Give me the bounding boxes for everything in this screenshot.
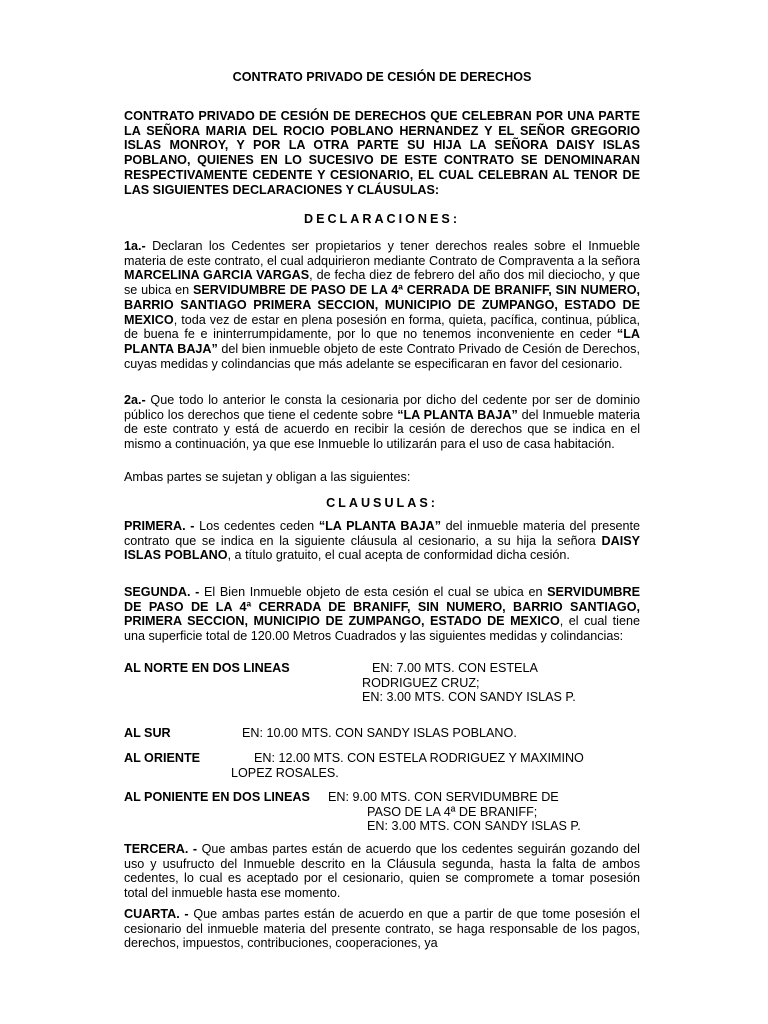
document-title: CONTRATO PRIVADO DE CESIÓN DE DERECHOS	[232, 70, 532, 84]
clausula-cuarta: CUARTA. - Que ambas partes están de acuerdo en que a partir de que tome posesión el cesionario del inmueble materia del presente contrato, se haga responsable de los pagos, derechos, impuestos, contribuciones, cooperaciones, ya	[124, 907, 640, 951]
clausula-cuarta-label: CUARTA. -	[124, 907, 189, 921]
declaracion-2-number: 2a.-	[124, 393, 146, 407]
colindancia-sur-label: AL SUR	[124, 726, 171, 740]
property-address: SERVIDUMBRE DE PASO DE LA 4ª CERRADA DE BRANIFF, SIN NUMERO, BARRIO SANTIAGO PRIMERA SECCION, MUNICIPIO DE ZUMPANGO, ESTADO DE MEXICO	[124, 283, 640, 327]
clausulas-heading: CLAUSULAS:	[326, 496, 438, 510]
clausula-tercera: TERCERA. - Que ambas partes están de acuerdo que los cedentes seguirán gozando del uso y usufructo del Inmueble descrito en la Cláusula segunda, hasta la falta de ambos cedentes, lo cual es aceptado por el cesionario, quien se compromete a tomar posesión total del inmueble hasta ese momento.	[124, 842, 640, 901]
cesionario-name: DAISY ISLAS POBLANO	[124, 533, 640, 563]
clausula-tercera-label: TERCERA. -	[124, 842, 198, 856]
declaracion-1: 1a.- Declaran los Cedentes ser propietarios y tener derechos reales sobre el Inmueble materia de este contrato, el cual adquirieron mediante Contrato de Compraventa a la señora MARCELINA GARCIA VARGAS, de fecha diez de febrero del año dos mil dieciocho, y que se ubica en SERVIDUMBRE DE PASO DE LA 4ª CERRADA DE BRANIFF, SIN NUMERO, BARRIO SANTIAGO PRIMERA SECCION, MUNICIPIO DE ZUMPANGO, ESTADO DE MEXICO, toda vez de estar en plena posesión en forma, quieta, pacífica, continua, pública, de buena fe e ininterrumpidamente, por lo que no tenemos inconveniente en ceder “LA PLANTA BAJA” del bien inmueble objeto de este Contrato Privado de Cesión de Derechos, cuyas medidas y colindancias que más adelante se especificaran en favor del cesionario.	[124, 239, 640, 371]
clausula-segunda-label: SEGUNDA. -	[124, 585, 200, 599]
colindancia-norte-label: AL NORTE EN DOS LINEAS	[124, 661, 290, 675]
declaracion-1-number: 1a.-	[124, 239, 146, 253]
clausula-primera-label: PRIMERA. -	[124, 519, 195, 533]
document-page: CONTRATO PRIVADO DE CESIÓN DE DERECHOS CONTRATO PRIVADO DE CESIÓN DE DERECHOS QUE CELEBRAN POR UNA PARTE LA SEÑORA MARIA DEL ROCIO POBLANO HERNANDEZ Y EL SEÑOR GREGORIO ISLAS MONROY, Y POR LA OTRA PARTE SU HIJA LA SEÑORA DAISY ISLAS POBLANO, QUIENES EN LO SUCESIVO DE ESTE CONTRATO SE DENOMINARAN RESPECTIVAMENTE CEDENTE Y CESIONARIO, EL CUAL CELEBRAN AL TENOR DE LAS SIGUIENTES DECLARACIONES Y CLÁUSULAS: DECLARACIONES: 1a.- Declaran los Cedentes ser propietarios y tener derechos reales sobre el Inmueble materia de este contrato, el cual adquirieron mediante Contrato de Compraventa a la señora MARCELINA GARCIA VARGAS, de fecha diez de febrero del año dos mil dieciocho, y que se ubica en SERVIDUMBRE DE PASO DE LA 4ª CERRADA DE BRANIFF, SIN NUMERO, BARRIO SANTIAGO PRIMERA SECCION, MUNICIPIO DE ZUMPANGO, ESTADO DE MEXICO, toda vez de estar en plena posesión en forma, quieta, pacífica, continua, pública, de buena fe e ininterrumpidamente, por lo que no tenemos inconveniente en ceder “LA PLANTA BAJA” del bien inmueble objeto de este Contrato Privado de Cesión de Derechos, cuyas medidas y colindancias que más adelante se especificaran en favor del cesionario. 2a.- Que todo lo anterior le consta la cesionaria por dicho del cedente por ser de dominio público los derechos que tiene el cedente sobre “LA PLANTA BAJA” del Inmueble materia de este contrato y está de acuerdo en recibir la cesión de derechos que se indica en el mismo a continuación, ya que ese Inmueble lo utilizarán para el uso de casa habitación. Ambas partes se sujetan y obligan a las siguientes: CLAUSULAS: PRIMERA. - Los cedentes ceden “LA PLANTA BAJA” del inmueble materia del presente contrato que se indica en la siguiente cláusula al cesionario, a su hija la señora DAISY ISLAS POBLANO, a título gratuito, el cual acepta de conformidad dicha cesión. SEGUNDA. - El Bien Inmueble objeto de esta cesión el cual se ubica en SERVIDUMBRE DE PASO DE LA 4ª CERRADA DE BRANIFF, SIN NUMERO, BARRIO SANTIAGO, PRIMERA SECCION, MUNICIPIO DE ZUMPANGO, ESTADO DE MEXICO, el cual tiene una superficie total de 120.00 Metros Cuadrados y las siguientes medidas y colindancias: AL NORTE EN DOS LINEAS EN: 7.00 MTS. CON ESTELA RODRIGUEZ CRUZ; EN: 3.00 MTS. CON SANDY ISLAS P. AL SUR EN: 10.00 MTS. CON SANDY ISLAS POBLANO. AL ORIENTE EN: 12.00 MTS. CON ESTELA RODRIGUEZ Y MAXIMINO LOPEZ ROSALES. AL PONIENTE EN DOS LINEAS EN: 9.00 MTS. CON SERVIDUMBRE DE PASO DE LA 4ª DE BRANIFF; EN: 3.00 MTS. CON SANDY ISLAS P. TERCERA. - Que ambas partes están de acuerdo que los cedentes seguirán gozando del uso y usufructo del Inmueble descrito en la Cláusula segunda, hasta la falta de ambos cedentes, lo cual es aceptado por el cesionario, quien se compromete a tomar posesión total del inmueble hasta ese momento. CUARTA. - Que ambas partes están de acuerdo en que a partir de que tome posesión el cesionario del inmueble materia del presente contrato, se haga responsable de los pagos, derechos, impuestos, contribuciones, cooperaciones, ya	[124, 70, 641, 951]
declaraciones-heading: DECLARACIONES:	[303, 212, 461, 226]
clausula-segunda: SEGUNDA. - El Bien Inmueble objeto de esta cesión el cual se ubica en SERVIDUMBRE DE PASO DE LA 4ª CERRADA DE BRANIFF, SIN NUMERO, BARRIO SANTIAGO, PRIMERA SECCION, MUNICIPIO DE ZUMPANGO, ESTADO DE MEXICO, el cual tiene una superficie total de 120.00 Metros Cuadrados y las siguientes medidas y colindancias:	[124, 585, 640, 644]
intro-paragraph: CONTRATO PRIVADO DE CESIÓN DE DERECHOS QUE CELEBRAN POR UNA PARTE LA SEÑORA MARIA DEL ROCIO POBLANO HERNANDEZ Y EL SEÑOR GREGORIO ISLAS MONROY, Y POR LA OTRA PARTE SU HIJA LA SEÑORA DAISY ISLAS POBLANO, QUIENES EN LO SUCESIVO DE ESTE CONTRATO SE DENOMINARAN RESPECTIVAMENTE CEDENTE Y CESIONARIO, EL CUAL CELEBRAN AL TENOR DE LAS SIGUIENTES DECLARACIONES Y CLÁUSULAS:	[124, 109, 640, 197]
clausula-primera: PRIMERA. - Los cedentes ceden “LA PLANTA BAJA” del inmueble materia del presente contrato que se indica en la siguiente cláusula al cesionario, a su hija la señora DAISY ISLAS POBLANO, a título gratuito, el cual acepta de conformidad dicha cesión.	[124, 519, 641, 563]
colindancia-oriente-label: AL ORIENTE	[124, 751, 201, 765]
declaracion-2: 2a.- Que todo lo anterior le consta la cesionaria por dicho del cedente por ser de dominio público los derechos que tiene el cedente sobre “LA PLANTA BAJA” del Inmueble materia de este contrato y está de acuerdo en recibir la cesión de derechos que se indica en el mismo a continuación, ya que ese Inmueble lo utilizarán para el uso de casa habitación.	[124, 393, 641, 452]
buyer-name: MARCELINA GARCIA VARGAS	[124, 268, 310, 283]
colindancia-poniente-label: AL PONIENTE EN DOS LINEAS	[124, 790, 310, 804]
ambas-partes-line: Ambas partes se sujetan y obligan a las siguientes:	[124, 470, 411, 484]
